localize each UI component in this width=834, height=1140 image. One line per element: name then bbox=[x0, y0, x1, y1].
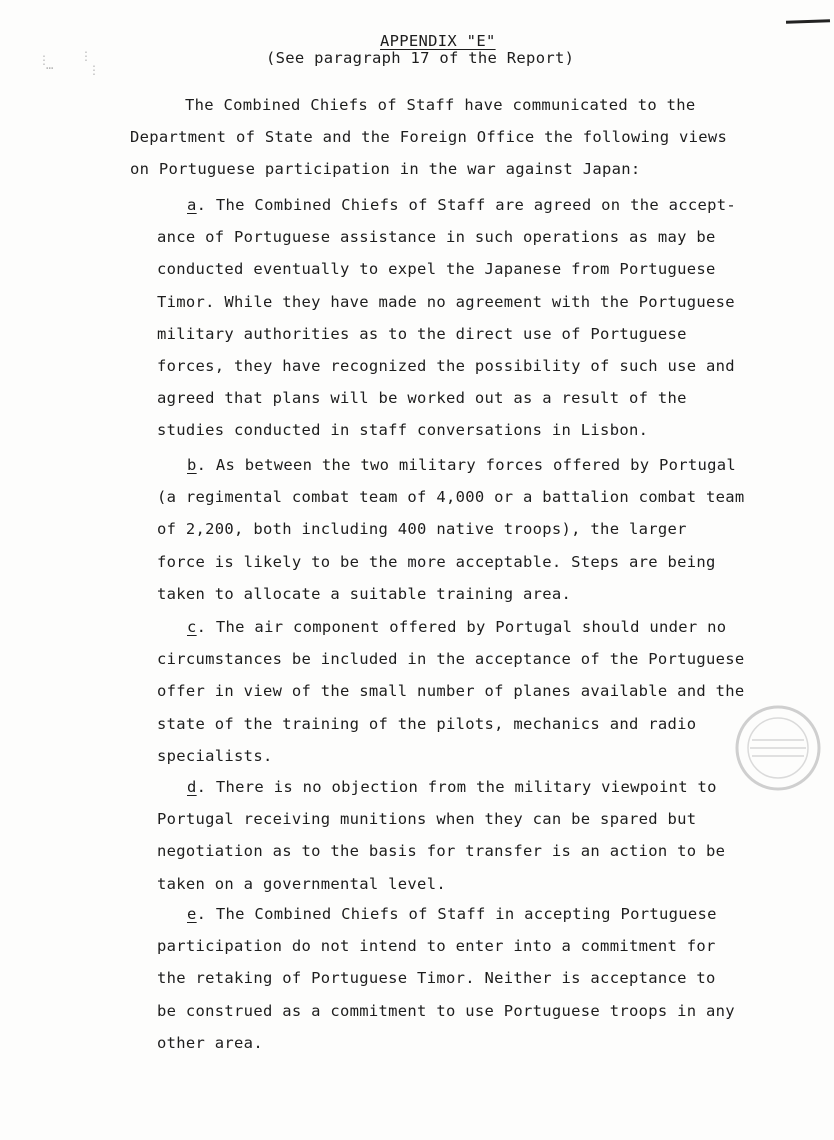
item-d-letter: d bbox=[187, 778, 197, 796]
item-a-line: studies conducted in staff conversations in Lisbon. bbox=[157, 421, 649, 440]
item-b-line: taken to allocate a suitable training area. bbox=[157, 584, 572, 603]
item-e-line: the retaking of Portuguese Timor. Neither is acceptance to bbox=[157, 969, 716, 988]
item-d-line: taken on a governmental level. bbox=[157, 874, 446, 893]
item-a-line: a. The Combined Chiefs of Staff are agreed on the accept- bbox=[187, 196, 737, 214]
item-b-letter: b bbox=[187, 456, 197, 474]
item-a-line: conducted eventually to expel the Japanese from Portuguese bbox=[157, 260, 716, 279]
item-e-line: e. The Combined Chiefs of Staff in accepting Portuguese bbox=[187, 905, 717, 923]
item-e-letter: e bbox=[187, 905, 197, 923]
item-b-line: of 2,200, both including 400 native troops), the larger bbox=[157, 520, 687, 539]
archive-stamp-seal bbox=[734, 704, 822, 792]
intro-paragraph bbox=[130, 89, 727, 186]
item-b-line: (a regimental combat team of 4,000 or a battalion combat team bbox=[157, 488, 745, 507]
intro-line: Department of State and the Foreign Office the following views bbox=[130, 128, 728, 147]
item-b-line: force is likely to be the more acceptable. Steps are being bbox=[157, 552, 716, 571]
intro-line: The Combined Chiefs of Staff have communicated to the bbox=[185, 96, 696, 114]
item-a-line: agreed that plans will be worked out as a result of the bbox=[157, 389, 687, 408]
item-a-letter: a bbox=[187, 196, 197, 214]
item-d-paragraph bbox=[157, 771, 725, 900]
scan-speck: ⋯ bbox=[46, 61, 54, 75]
item-a-paragraph bbox=[157, 189, 736, 447]
item-e-line: other area. bbox=[157, 1033, 263, 1052]
scan-speck: ⋮ bbox=[88, 63, 100, 77]
item-a-line: military authorities as to the direct use of Portuguese bbox=[157, 324, 687, 343]
item-a-line: Timor. While they have made no agreement with the Portuguese bbox=[157, 292, 735, 311]
item-d-line: Portugal receiving munitions when they can be spared but bbox=[157, 810, 697, 829]
item-e-line: be construed as a commitment to use Portuguese troops in any bbox=[157, 1001, 735, 1020]
edge-mark bbox=[786, 19, 830, 24]
item-d-line: d. There is no objection from the military viewpoint to bbox=[187, 778, 717, 796]
item-a-line: forces, they have recognized the possibility of such use and bbox=[157, 357, 735, 376]
intro-line: on Portuguese participation in the war against Japan: bbox=[130, 160, 641, 179]
scan-speck: ⋮ bbox=[38, 53, 50, 67]
item-c-line: circumstances be included in the acceptance of the Portuguese bbox=[157, 650, 745, 669]
item-c-line: offer in view of the small number of planes available and the bbox=[157, 682, 745, 701]
item-e-paragraph bbox=[157, 898, 735, 1059]
item-a-line: ance of Portuguese assistance in such operations as may be bbox=[157, 228, 716, 247]
item-c-paragraph bbox=[157, 611, 745, 772]
item-c-letter: c bbox=[187, 618, 197, 636]
page-title: APPENDIX "E" bbox=[380, 32, 496, 50]
item-c-line: c. The air component offered by Portugal should under no bbox=[187, 618, 727, 636]
item-b-paragraph bbox=[157, 449, 745, 610]
scan-speck: ⋮ bbox=[80, 49, 92, 63]
item-e-line: participation do not intend to enter into a commitment for bbox=[157, 937, 716, 956]
item-c-line: specialists. bbox=[157, 746, 273, 765]
item-c-line: state of the training of the pilots, mechanics and radio bbox=[157, 714, 697, 733]
item-b-line: b. As between the two military forces offered by Portugal bbox=[187, 456, 737, 474]
item-d-line: negotiation as to the basis for transfer is an action to be bbox=[157, 842, 726, 861]
page-subtitle: (See paragraph 17 of the Report) bbox=[266, 49, 575, 67]
